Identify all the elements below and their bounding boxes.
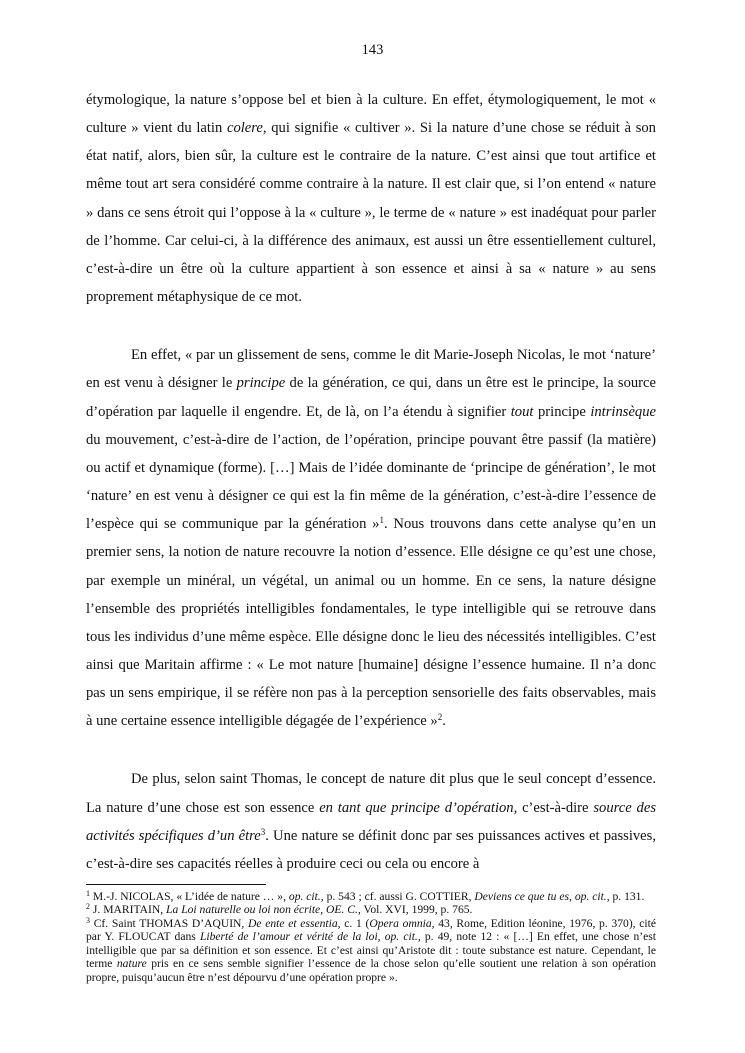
text-run: c’est-à-dire — [517, 799, 594, 816]
text-run: c. 1 ( — [340, 916, 370, 930]
body-text — [86, 86, 656, 878]
text-run: p. 49, note 12 : « […] En effet, une chose n’est intelligible que par sa définition et son essence. Et c’est ainsi qu’Aristote dit : toute substance est nature. Cependant, le terme — [86, 930, 656, 971]
paragraph — [86, 86, 656, 311]
paragraph — [86, 765, 656, 878]
text-run: étymologique, la nature s’oppose bel et bien à la culture. En effet, étymologiquement, le mot « culture » vient du latin — [86, 92, 656, 137]
italic-text: Opera omnia — [369, 916, 432, 930]
italic-text: nature — [116, 957, 147, 971]
footnote — [86, 890, 656, 903]
paragraph — [86, 341, 656, 735]
text-run: En effet, « par un glissement de sens, comme le dit Marie-Joseph Nicolas, le mot ‘nature’ en est venu à désigner le — [86, 347, 656, 392]
italic-text: Deviens ce que tu es, op. cit., — [474, 890, 610, 904]
text-run: principe — [533, 403, 591, 420]
text-run: . — [442, 713, 446, 730]
footnote-reference: 1 — [86, 889, 90, 899]
text-run: M.-J. NICOLAS, « L’idée de nature … », — [90, 890, 289, 904]
italic-text: source des activités spécifiques d’un être — [86, 799, 657, 844]
text-run: , qui signifie « cultiver ». Si la nature d’une chose se réduit à son état natif, alors, bien sûr, la culture est le contraire de la nature. C’est ainsi que tout artifice et même tout art sera considéré comme contraire à la nature. Il est clair que, si l’on entend « nature » dans ce sens étroit qui l’oppose à la « culture », le terme de « nature » est inadéquat pour parler de l’homme. Car celui-ci, à la différence des animaux, est aussi un être essentiellement culturel, c’est-à-dire un être où la culture appartient à son essence et ainsi à sa « nature » au sens proprement métaphysique de ce mot. — [86, 120, 656, 306]
text-run: De plus, selon saint Thomas, le concept de nature dit plus que le seul concept d’essence. La nature d’une chose est son essence — [86, 771, 656, 816]
italic-text: principe — [236, 375, 286, 392]
footnotes — [86, 890, 656, 984]
italic-text: De ente et essentia, — [248, 916, 341, 930]
text-run: p. 131. — [609, 890, 645, 904]
footnote-reference: 2 — [86, 902, 90, 912]
text-run: de la génération, ce qui, dans un être est le principe, la source d’opération par laquelle il engendre. Et, de là, on l’a étendu à signifier — [86, 375, 656, 420]
footnote-separator — [86, 884, 266, 885]
text-run: du mouvement, c’est-à-dire de l’action, de l’opération, principe pouvant être passif (la matière) ou actif et dynamique (forme). […] Mais de l’idée dominante de ‘principe de génération’, le mot ‘nature’ en est venu à désigner ce qui est la fin même de la génération, c’est-à-dire l’essence de l’espèce qui se communique par la génération » — [86, 431, 656, 533]
italic-text: tout — [510, 403, 534, 420]
footnote — [86, 903, 656, 916]
page-number: 143 — [361, 42, 384, 58]
footnote — [86, 917, 656, 984]
text-run: pris en ce sens semble signifier l’essence de la chose selon qu’elle soutient une relation à son opération propre, puisqu’aucun être n’est dépourvu d’une opération propre ». — [86, 957, 656, 984]
footnote-reference: 3 — [260, 826, 266, 837]
italic-text: en tant que principe d’opération, — [319, 799, 518, 816]
footnote-reference: 1 — [379, 515, 384, 526]
text-run: Cf. Saint THOMAS D’AQUIN, — [90, 916, 249, 930]
text-run: , 43, Rome, Edition léonine, 1976, p. 370), cité par Y. FLOUCAT dans — [86, 916, 657, 944]
italic-text: Liberté de l’amour et vérité de la loi, op. cit., — [199, 930, 421, 944]
italic-text: La Loi naturelle ou loi non écrite, OE. C., — [166, 903, 361, 917]
footnote-reference: 3 — [86, 915, 90, 925]
text-run: p. 543 ; cf. aussi G. COTTIER, — [323, 890, 475, 904]
text-run: J. MARITAIN, — [90, 903, 167, 917]
text-run: . Nous trouvons dans cette analyse qu’en un premier sens, la notion de nature recouvre la notion d’essence. Elle désigne ce qu’est une chose, par exemple un minéral, un végétal, un animal ou un homme. En ce sens, la nature désigne l’ensemble des propriétés intelligibles fondamentales, le type intelligible qui se retrouve dans tous les individus d’une même espèce. Elle désigne donc le lieu des nécessités intelligibles. C’est ainsi que Maritain affirme : « Le mot nature [humaine] désigne l’essence humaine. Il n’a donc pas un sens empirique, il se réfère non pas à la perception sensorielle des faits observables, mais à une certaine essence intelligible dégagée de l’expérience » — [86, 516, 656, 730]
italic-text: op. cit., — [288, 890, 324, 904]
footnote-reference: 2 — [437, 712, 443, 723]
text-run: Vol. XVI, 1999, p. 765. — [360, 903, 473, 917]
italic-text: colere — [226, 120, 263, 137]
italic-text: intrinsèque — [590, 403, 656, 420]
text-run: . Une nature se définit donc par ses puissances actives et passives, c’est-à-dire ses capacités réelles à produire ceci ou cela ou encore à — [86, 827, 656, 872]
